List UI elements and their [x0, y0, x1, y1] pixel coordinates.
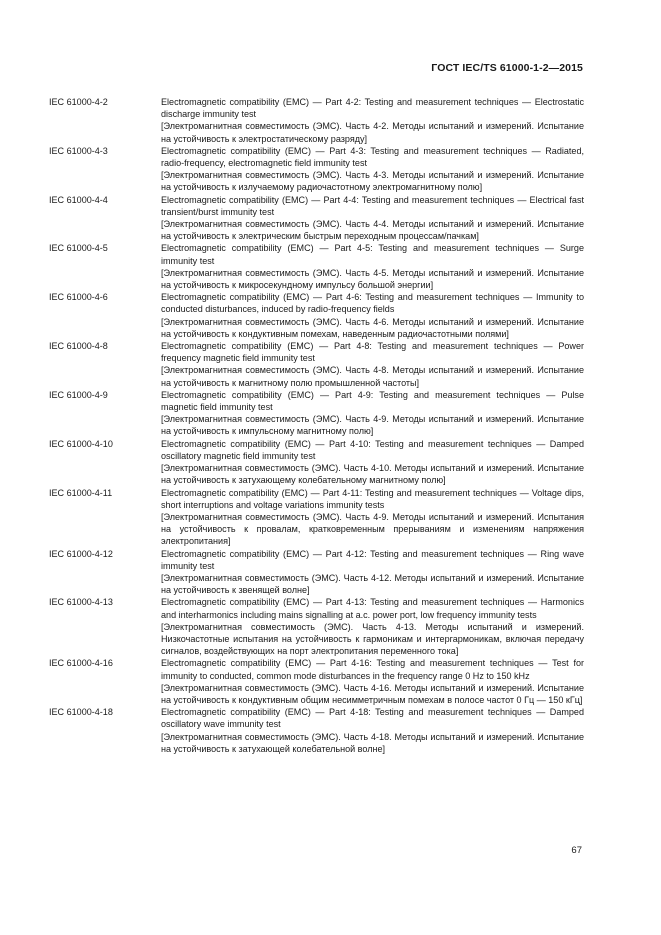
reference-title-ru: [Электромагнитная совместимость (ЭМС). Часть 4-13. Методы испытаний и измерений. Низкочастотные испытания на устойчивость к гармоникам и интергармоникам, включая передачу сигналов, воздействующих на порт электропитания переменного тока] — [161, 621, 584, 657]
reference-description — [161, 706, 584, 755]
reference-title-ru: [Электромагнитная совместимость (ЭМС). Часть 4-10. Методы испытаний и измерений. Испытание на устойчивость к затухающему колебательному магнитному полю] — [161, 463, 584, 486]
reference-title-ru: [Электромагнитная совместимость (ЭМС). Часть 4-8. Методы испытаний и измерений. Испытание на устойчивость к магнитному полю промышленной частоты] — [161, 365, 584, 388]
reference-title-ru: [Электромагнитная совместимость (ЭМС). Часть 4-6. Методы испытаний и измерений. Испытание на устойчивость к кондуктивным помехам, наведенным радиочастотными полями] — [161, 316, 584, 339]
reference-entry — [49, 242, 584, 291]
reference-description — [161, 291, 584, 340]
reference-title-ru: [Электромагнитная совместимость (ЭМС). Часть 4-2. Методы испытаний и измерений. Испытание на устойчивость к электростатическому разряду] — [161, 121, 584, 144]
reference-entry — [49, 438, 584, 487]
reference-entry — [49, 389, 584, 438]
reference-title-en: Electromagnetic compatibility (EMC) — Part 4-18: Testing and measurement techniques — Damped oscillatory wave immunity test — [161, 707, 584, 730]
reference-title-en: Electromagnetic compatibility (EMC) — Part 4-4: Testing and measurement techniques — Electrical fast transient/burst immunity test — [161, 194, 584, 217]
reference-entry — [49, 96, 584, 145]
reference-title-en: Electromagnetic compatibility (EMC) — Part 4-6: Testing and measurement techniques — Immunity to conducted disturbances, induced by radio-frequency fields — [161, 292, 584, 315]
reference-description — [161, 145, 584, 194]
reference-title-ru: [Электромагнитная совместимость (ЭМС). Часть 4-4. Методы испытаний и измерений. Испытание на устойчивость к электрическим быстрым переходным процессам/пачкам] — [161, 219, 584, 242]
reference-id: IEC 61000-4-4 — [49, 194, 108, 205]
reference-title-ru: [Электромагнитная совместимость (ЭМС). Часть 4-18. Методы испытаний и измерений. Испытание на устойчивость к затухающей колебательной волне] — [161, 731, 584, 754]
reference-entry — [49, 548, 584, 597]
reference-title-ru: [Электромагнитная совместимость (ЭМС). Часть 4-12. Методы испытаний и измерений. Испытание на устойчивость к звенящей волне] — [161, 572, 584, 596]
reference-description — [161, 487, 584, 548]
reference-description — [161, 96, 584, 145]
page-number: 67 — [571, 845, 582, 856]
reference-id: IEC 61000-4-11 — [49, 487, 113, 498]
reference-id: IEC 61000-4-13 — [49, 597, 113, 608]
reference-title-ru: [Электромагнитная совместимость (ЭМС). Часть 4-9. Методы испытаний и измерений. Испытания на устойчивость к провалам, кратковременным прерываниям и изменениям напряжения электропитания] — [161, 511, 584, 547]
reference-id: IEC 61000-4-12 — [49, 548, 113, 559]
reference-title-en: Electromagnetic compatibility (EMC) — Part 4-16: Testing and measurement techniques — Test for immunity to conducted, common mode disturbances in the frequency range 0 Hz to 150 kHz — [161, 658, 584, 681]
reference-id: IEC 61000-4-5 — [49, 243, 108, 254]
reference-title-en: Electromagnetic compatibility (EMC) — Part 4-12: Testing and measurement techniques — Ring wave immunity test — [161, 548, 584, 571]
standard-header: ГОСТ IEC/TS 61000-1-2—2015 — [431, 62, 583, 74]
reference-title-en: Electromagnetic compatibility (EMC) — Part 4-3: Testing and measurement techniques — Radiated, radio-frequency, electromagnetic field immunity test — [161, 145, 584, 169]
reference-description — [161, 194, 584, 243]
reference-id: IEC 61000-4-16 — [49, 658, 113, 669]
reference-description — [161, 242, 584, 291]
reference-id: IEC 61000-4-9 — [49, 389, 108, 400]
reference-description — [161, 548, 584, 597]
reference-title-ru: [Электромагнитная совместимость (ЭМС). Часть 4-9. Методы испытаний и измерений. Испытание на устойчивость к импульсному магнитному полю] — [161, 414, 584, 437]
reference-entry — [49, 291, 584, 340]
reference-list — [49, 96, 584, 755]
reference-entry — [49, 706, 584, 755]
reference-description — [161, 657, 584, 706]
reference-title-ru: [Электромагнитная совместимость (ЭМС). Часть 4-5. Методы испытаний и измерений. Испытание на устойчивость к микросекундному импульсу большой энергии] — [161, 267, 584, 291]
reference-id: IEC 61000-4-8 — [49, 341, 108, 352]
reference-id: IEC 61000-4-2 — [49, 97, 108, 107]
reference-entry — [49, 487, 584, 548]
reference-entry — [49, 657, 584, 706]
reference-entry — [49, 194, 584, 243]
reference-title-en: Electromagnetic compatibility (EMC) — Part 4-10: Testing and measurement techniques — Damped oscillatory magnetic field immunity test — [161, 438, 584, 461]
reference-id: IEC 61000-4-18 — [49, 707, 113, 718]
reference-id: IEC 61000-4-10 — [49, 438, 113, 449]
reference-description — [161, 596, 584, 657]
reference-title-ru: [Электромагнитная совместимость (ЭМС). Часть 4-3. Методы испытаний и измерений. Испытание на устойчивость к излучаемому радиочастотному электромагнитному полю] — [161, 170, 584, 193]
reference-description — [161, 389, 584, 438]
reference-title-ru: [Электромагнитная совместимость (ЭМС). Часть 4-16. Методы испытаний и измерений. Испытание на устойчивость к кондуктивным общим несимметричным помехам в полосе частот 0 Гц — 150 кГц] — [161, 682, 584, 705]
reference-entry — [49, 340, 584, 389]
reference-entry — [49, 596, 584, 657]
reference-title-en: Electromagnetic compatibility (EMC) — Part 4-5: Testing and measurement techniques — Surge immunity test — [161, 243, 584, 266]
reference-title-en: Electromagnetic compatibility (EMC) — Part 4-2: Testing and measurement techniques — Electrostatic discharge immunity test — [161, 97, 584, 120]
reference-id: IEC 61000-4-6 — [49, 292, 108, 303]
reference-title-en: Electromagnetic compatibility (EMC) — Part 4-9: Testing and measurement techniques — Pulse magnetic field immunity test — [161, 389, 584, 413]
reference-title-en: Electromagnetic compatibility (EMC) — Part 4-13: Testing and measurement techniques — Harmonics and interharmonics including mains signalling at a.c. power port, low frequency immunity tests — [161, 597, 584, 620]
reference-title-en: Electromagnetic compatibility (EMC) — Part 4-11: Testing and measurement techniques — Voltage dips, short interruptions and voltage variations immunity tests — [161, 487, 584, 510]
reference-description — [161, 340, 584, 389]
reference-description — [161, 438, 584, 487]
reference-entry — [49, 145, 584, 194]
reference-id: IEC 61000-4-3 — [49, 145, 108, 156]
reference-title-en: Electromagnetic compatibility (EMC) — Part 4-8: Testing and measurement techniques — Power frequency magnetic field immunity test — [161, 341, 584, 364]
